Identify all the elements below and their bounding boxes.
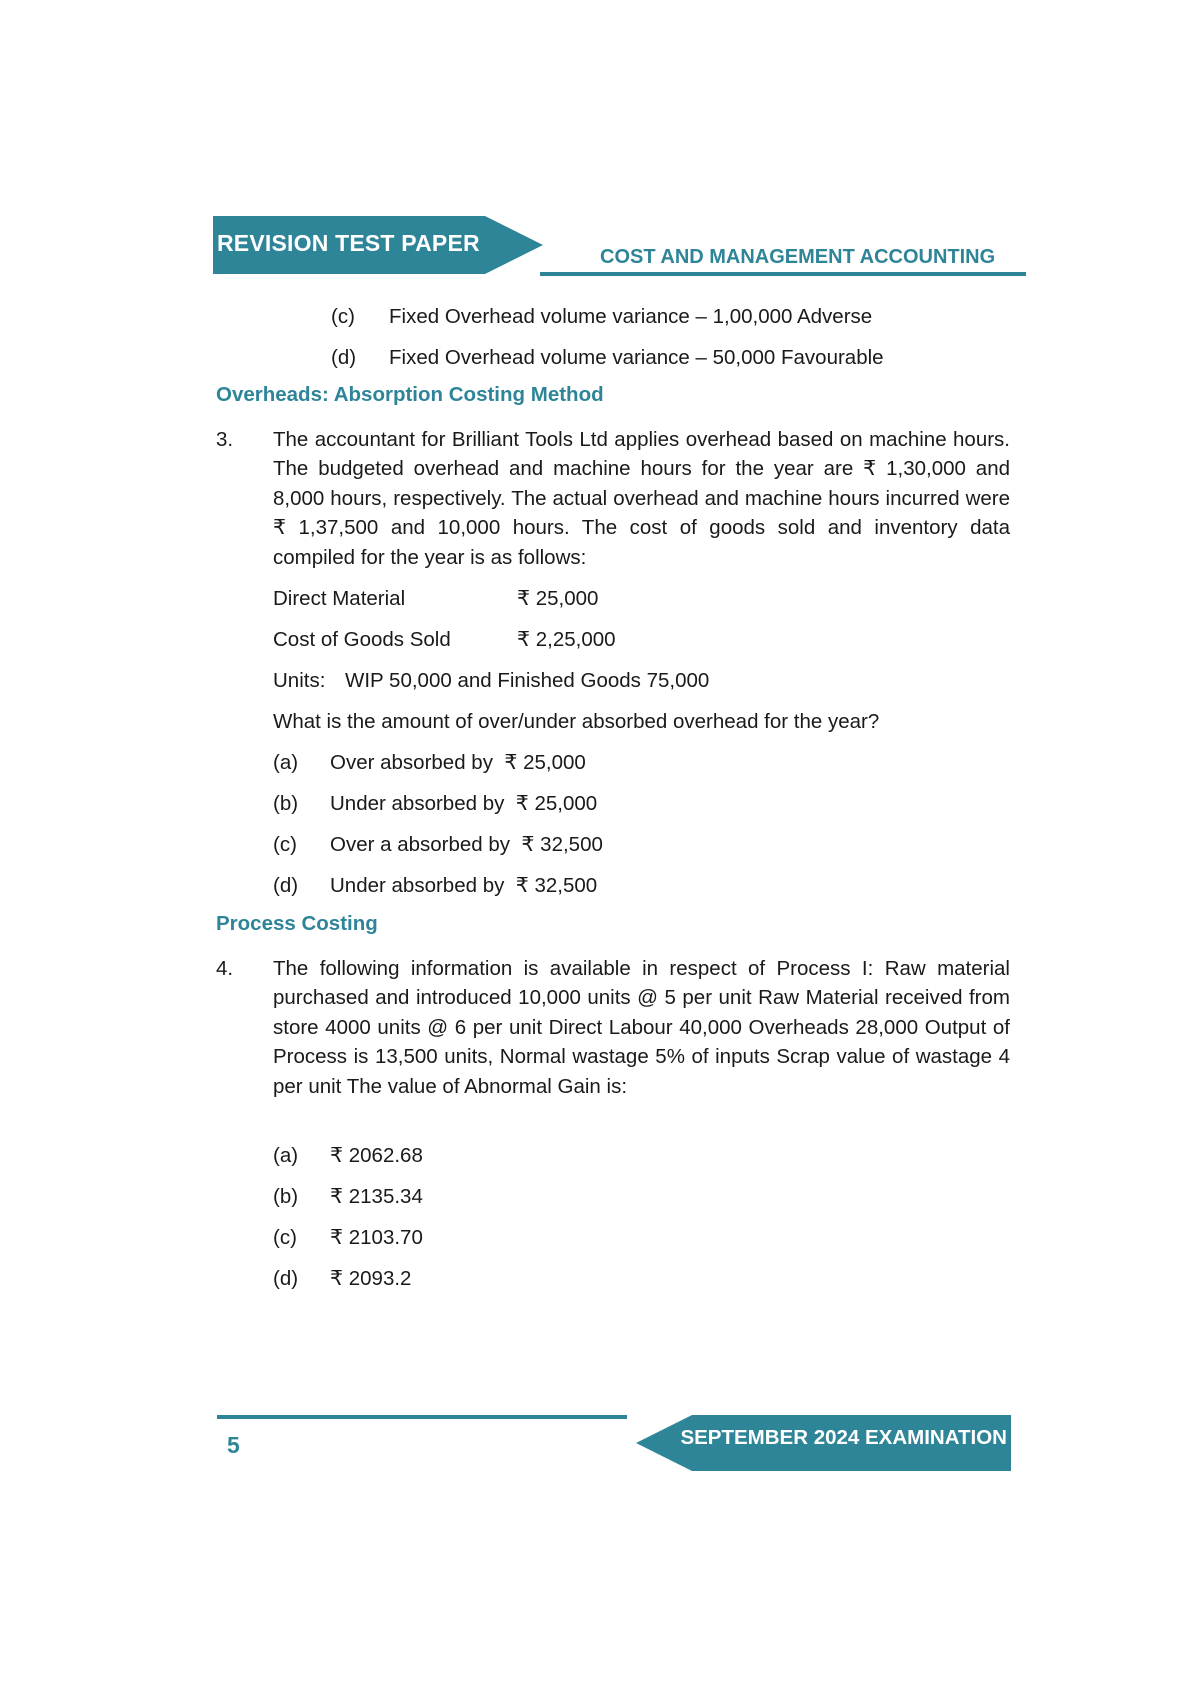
page-number: 5 — [227, 1432, 240, 1458]
question-number: 4. — [216, 957, 234, 980]
option-letter: (b) — [273, 1185, 299, 1208]
option-letter: (c) — [273, 833, 297, 856]
option-text: ₹ 2135.34 — [330, 1185, 423, 1208]
section-heading-process-costing: Process Costing — [216, 912, 378, 935]
option-letter: (b) — [273, 792, 299, 815]
question-prompt: What is the amount of over/under absorbed overhead for the year? — [273, 710, 880, 733]
units-value: WIP 50,000 and Finished Goods 75,000 — [345, 669, 710, 692]
option-text: Under absorbed by ₹ 32,500 — [330, 874, 598, 897]
question-number: 3. — [216, 428, 234, 451]
option-letter: (c) — [273, 1226, 297, 1249]
question-text: The following information is available in respect of Process I: Raw material purchased and introduced 10,000 units @ 5 per unit Raw Material received from store 4000 units @ 6 per unit Direct Labour 40,000 Overheads 28,000 Output of Process is 13,500 units, Normal wastage 5% of inputs Scrap value of wastage 4 per unit The value of Abnormal Gain is: — [273, 957, 1010, 1098]
data-row-label: Direct Material — [273, 587, 406, 610]
option-letter: (d) — [273, 1267, 299, 1290]
units-label: Units: — [273, 669, 326, 692]
footer-rule — [217, 1415, 627, 1419]
footer-exam-title: SEPTEMBER 2024 EXAMINATION — [680, 1426, 1007, 1449]
header-rule — [540, 272, 1026, 276]
option-text: Over absorbed by ₹ 25,000 — [330, 751, 586, 774]
option-letter: (d) — [273, 874, 299, 897]
option-text: ₹ 2103.70 — [330, 1226, 423, 1249]
footer-tab — [636, 1415, 1011, 1471]
question-text: The accountant for Brilliant Tools Ltd applies overhead based on machine hours. The budgeted overhead and machine hours for the year are ₹ 1,30,000 and 8,000 hours, respectively. The actual overhead and machine hours incurred were ₹ 1,37,500 and 10,000 hours. The cost of goods sold and inventory data compiled for the year is as follows: — [273, 428, 1010, 569]
carryover-option-text: Fixed Overhead volume variance – 1,00,000 Adverse — [389, 305, 873, 328]
data-row-value: ₹ 25,000 — [517, 587, 599, 610]
carryover-option-text: Fixed Overhead volume variance – 50,000 Favourable — [389, 346, 884, 369]
data-row-value: ₹ 2,25,000 — [517, 628, 616, 651]
option-text: ₹ 2093.2 — [330, 1267, 412, 1290]
option-letter: (a) — [273, 751, 299, 774]
header-tab — [213, 216, 543, 274]
carryover-option-letter: (d) — [331, 346, 357, 369]
option-text: Over a absorbed by ₹ 32,500 — [330, 833, 603, 856]
data-row-label: Cost of Goods Sold — [273, 628, 451, 651]
header-left-title: REVISION TEST PAPER — [217, 230, 480, 256]
carryover-option-letter: (c) — [331, 305, 355, 328]
option-text: ₹ 2062.68 — [330, 1144, 423, 1167]
option-letter: (a) — [273, 1144, 299, 1167]
section-heading-absorption: Overheads: Absorption Costing Method — [216, 383, 604, 406]
header-right-title: COST AND MANAGEMENT ACCOUNTING — [600, 246, 996, 268]
option-text: Under absorbed by ₹ 25,000 — [330, 792, 598, 815]
